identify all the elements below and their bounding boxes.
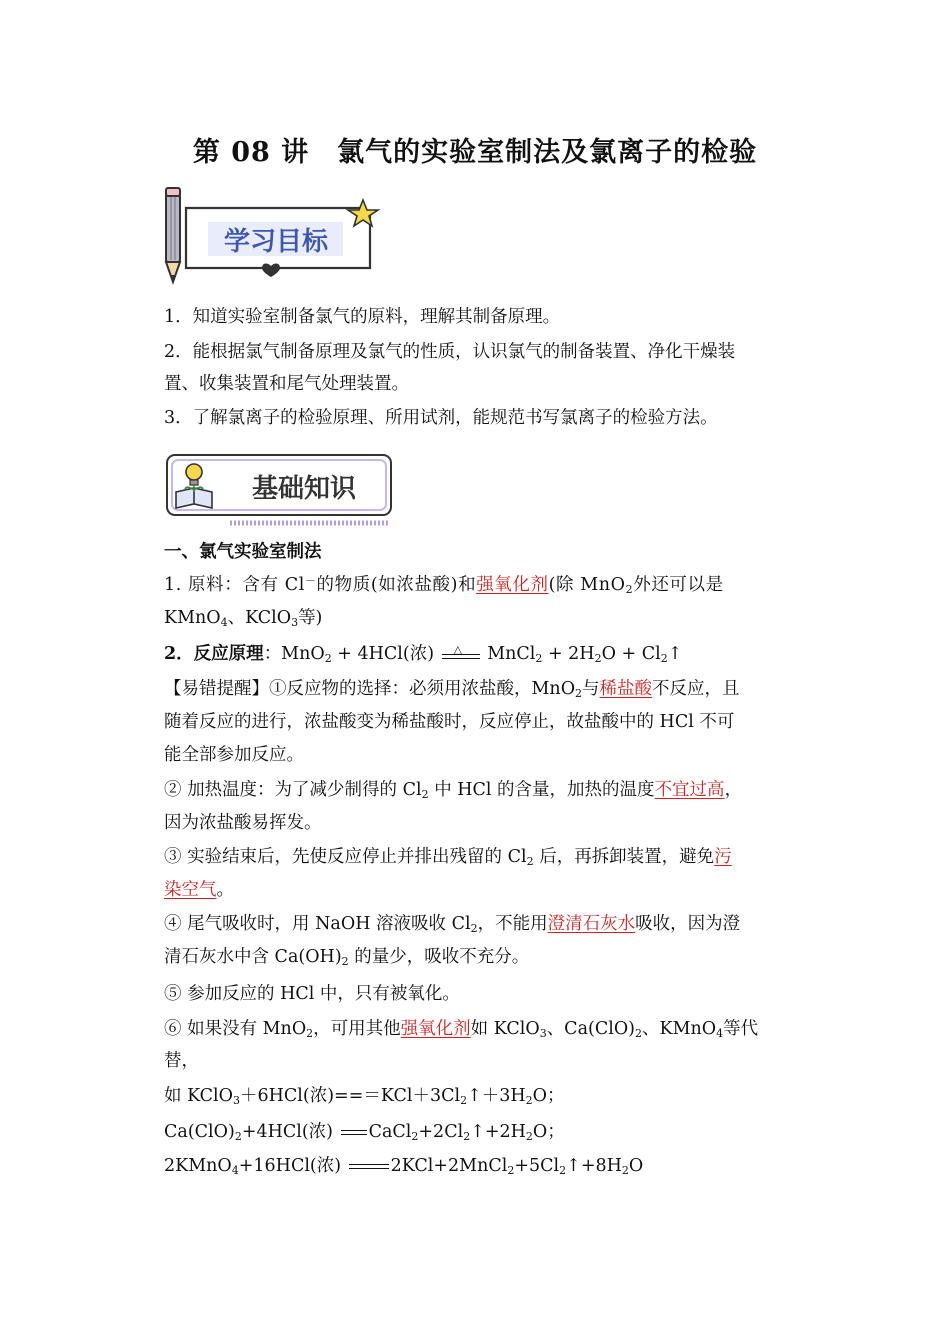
highlight-strong-oxidant: 强氧化剂 [476, 575, 549, 595]
reaction-principle: 2．反应原理：MnO$_2$ + 4HCl(浓) △ MnCl$_2$ + $2H_2O$ + $Cl_2↑$ [164, 642, 683, 665]
heating-equals-sign: △ [440, 645, 482, 665]
goal-2-line-1: 2．能根据氯气制备原理及氯气的性质，认识氯气的制备装置、净化干燥装 [164, 342, 736, 362]
section-heading: 一、氯气实验室制法 [164, 542, 322, 562]
note-3-line-2: 染空气。 [164, 880, 234, 900]
note-2-line-2: 因为浓盐酸易挥发。 [164, 813, 322, 833]
learning-goals-banner [160, 186, 385, 286]
highlight-not-too-high: 不宜过高 [654, 780, 725, 800]
raw-materials-line-2: KMnO$_4$、KClO$_3$等) [164, 608, 323, 629]
tip-line-3: 能全部参加反应。 [164, 745, 304, 765]
goal-2-line-2: 置、收集装置和尾气处理装置。 [164, 374, 409, 394]
equals-sign [339, 1123, 369, 1143]
note-4-line-2: 清石灰水中含 $Ca(OH)_2$ 的量少，吸收不充分。 [164, 947, 530, 968]
note-6-line-1: ⑥ 如果没有 MnO$_2$，可用其他强氧化剂如 KClO$_3$、$Ca(ClO)_2$、KMnO$_4$等代 [164, 1019, 759, 1040]
tip-line-2: 随着反应的进行，浓盐酸变为稀盐酸时，反应停止，故盐酸中的 HCl 不可 [164, 712, 735, 732]
raw-materials-line-1: 1. 原料：含有 Cl－的物质(如浓盐酸)和强氧化剂(除 MnO$_2$外还可以是 [164, 574, 724, 596]
goal-3: 3．了解氯离子的检验原理、所用试剂，能规范书写氯离子的检验方法。 [164, 408, 718, 428]
highlight-limewater: 澄清石灰水 [547, 914, 636, 934]
note-2-line-1: ② 加热温度：为了减少制得的 $Cl_2$ 中 HCl 的含量，加热的温度不宜过高， [164, 780, 743, 801]
note-6-line-2: 替， [164, 1051, 199, 1071]
basic-knowledge-banner [164, 452, 396, 532]
reaction-kmno4: 2KMnO$_4$+16HCl(浓) $2KCl+2MnCl_2+5Cl_2↑+8H_2O$ [164, 1156, 644, 1177]
highlight-pollute-air-part-1: 污 [714, 847, 732, 867]
highlight-pollute-air-part-2: 染空气 [164, 880, 217, 900]
goal-1: 1．知道实验室制备氯气的原料，理解其制备原理。 [164, 307, 561, 327]
highlight-strong-oxidant-2: 强氧化剂 [400, 1019, 471, 1039]
pencil-icon [166, 188, 180, 282]
note-3-line-1: ③ 实验结束后，先使反应停止并排出残留的 $Cl_2$ 后，再拆卸装置，避免污 [164, 847, 732, 868]
highlight-dilute-hcl: 稀盐酸 [599, 679, 653, 699]
note-4-line-1: ④ 尾气吸收时，用 NaOH 溶液吸收 $Cl_2$，不能用澄清石灰水吸收，因为澄 [164, 914, 741, 935]
learning-goals-label: 学习目标 [223, 227, 329, 257]
basic-knowledge-label: 基础知识 [251, 474, 357, 504]
reaction-caclo2: $Ca(ClO)_2+4HCl$(浓) $CaCl_2+2Cl_2↑+2H_2O$； [164, 1122, 565, 1143]
tip-line-1: 【易错提醒】①反应物的选择：必须用浓盐酸，MnO$_2$与稀盐酸不反应，且 [164, 679, 740, 700]
page-title: 第 08 讲 氯气的实验室制法及氯离子的检验 [192, 137, 758, 168]
reaction-kclo3: 如 KClO$_3$＋6HCl(浓)$===KCl+3Cl_2↑+3H_2O$； [164, 1086, 565, 1107]
equals-sign [347, 1157, 391, 1177]
note-5: ⑤ 参加反应的 HCl 中，只有被氧化。 [164, 984, 460, 1004]
